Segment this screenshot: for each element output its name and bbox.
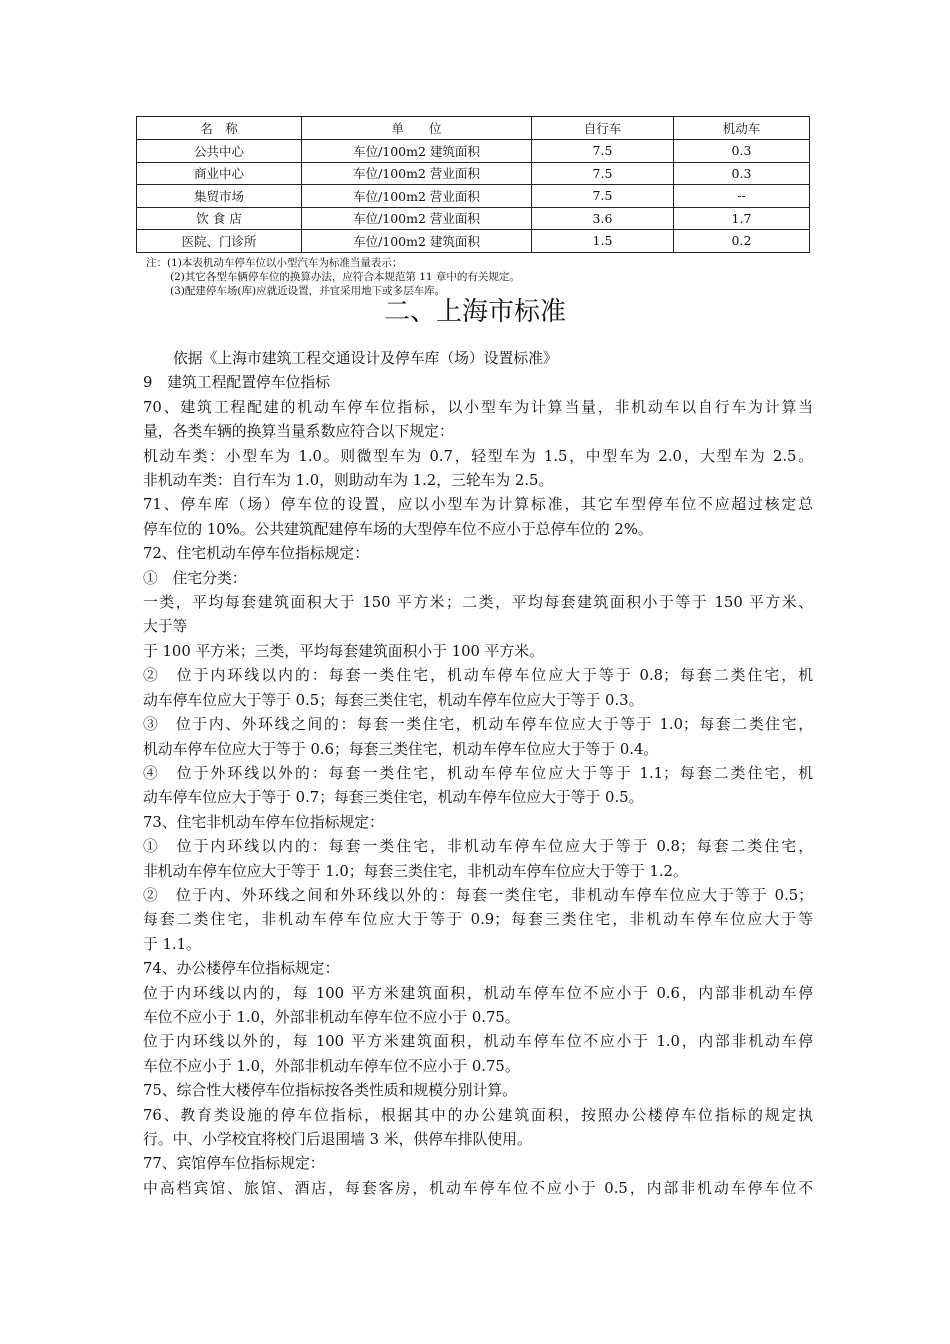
paragraph-line: 72、住宅机动车停车位指标规定： — [143, 545, 369, 563]
parking-standard-table — [136, 116, 810, 253]
paragraph-line: ② 位于内环线以内的：每套一类住宅，机动车停车位应大于等于 0.8；每套二类住宅，机 — [143, 667, 813, 685]
cell-bicycle: 7.5 — [532, 162, 674, 185]
table-row — [137, 207, 810, 230]
header-unit: 单 位 — [302, 117, 532, 140]
paragraph-line: 于 100 平方米；三类，平均每套建筑面积小于 100 平方米。 — [143, 642, 544, 660]
paragraph-line: 动车停车位应大于等于 0.7；每套三类住宅，机动车停车位应大于等于 0.5。 — [143, 789, 644, 807]
paragraph-line: ① 住宅分类： — [143, 569, 247, 587]
paragraph-line: 9 建筑工程配置停车位指标 — [143, 374, 330, 392]
paragraph-line: 机动车停车位应大于等于 0.6；每套三类住宅，机动车停车位应大于等于 0.4。 — [143, 740, 659, 758]
cell-bicycle: 7.5 — [532, 185, 674, 208]
table-row — [137, 230, 810, 253]
paragraph-line: ② 位于内、外环线之间和外环线以外的：每套一类住宅，非机动车停车位应大于等于 0.5； — [143, 886, 813, 904]
paragraph-line: ③ 位于内、外环线之间的：每套一类住宅，机动车停车位应大于等于 1.0；每套二类住宅， — [143, 716, 813, 734]
cell-unit: 车位/100m2 建筑面积 — [302, 230, 532, 253]
paragraph-line: 停车位的 10%。公共建筑配建停车场的大型停车位不应小于总停车位的 2%。 — [143, 520, 653, 538]
paragraph-line: 位于内环线以内的，每 100 平方米建筑面积，机动车停车位不应小于 0.6，内部非机动车停 — [143, 984, 813, 1002]
paragraph-line: 依据《上海市建筑工程交通设计及停车库（场）设置标准》 — [173, 350, 558, 367]
document-body — [143, 347, 813, 1201]
cell-motor-vehicle: 0.3 — [674, 140, 810, 163]
cell-unit: 车位/100m2 营业面积 — [302, 162, 532, 185]
paragraph-line: 71、停车库（场）停车位的设置，应以小型车为计算标准，其它车型停车位不应超过核定总 — [143, 496, 813, 514]
cell-name: 医院、门诊所 — [137, 230, 302, 253]
cell-name: 商业中心 — [137, 162, 302, 185]
cell-motor-vehicle: 1.7 — [674, 207, 810, 230]
paragraph-line: ④ 位于外环线以外的：每套一类住宅，机动车停车位应大于等于 1.1；每套二类住宅，机 — [143, 764, 813, 782]
paragraph-line: 73、住宅非机动车停车位指标规定： — [143, 813, 384, 831]
cell-unit: 车位/100m2 营业面积 — [302, 185, 532, 208]
paragraph-line: 大于等 — [143, 618, 188, 636]
cell-name: 集贸市场 — [137, 185, 302, 208]
paragraph-line: 位于内环线以外的，每 100 平方米建筑面积，机动车停车位不应小于 1.0，内部非机动车停 — [143, 1033, 813, 1051]
paragraph-line: 于 1.1。 — [143, 935, 201, 953]
table-notes — [146, 256, 766, 298]
note-line: (3)配建停车场(库)应就近设置，并宜采用地下或多层车库。 — [170, 285, 446, 297]
paragraph-line: 非机动车停车位应大于等于 1.0；每套三类住宅，非机动车停车位应大于等于 1.2。 — [143, 862, 688, 880]
table-row — [137, 140, 810, 163]
paragraph-line: 非机动车类：自行车为 1.0，则助动车为 1.2，三轮车为 2.5。 — [143, 472, 554, 490]
paragraph-line: 动车停车位应大于等于 0.5；每套三类住宅，机动车停车位应大于等于 0.3。 — [143, 691, 644, 709]
paragraph-line: 每套二类住宅，非机动车停车位应大于等于 0.9；每套三类住宅，非机动车停车位应大于等 — [143, 911, 813, 929]
paragraph-line: 车位不应小于 1.0，外部非机动车停车位不应小于 0.75。 — [143, 1008, 520, 1026]
cell-bicycle: 7.5 — [532, 140, 674, 163]
cell-motor-vehicle: 0.3 — [674, 162, 810, 185]
cell-motor-vehicle: 0.2 — [674, 230, 810, 253]
cell-name: 公共中心 — [137, 140, 302, 163]
paragraph-line: ① 位于内环线以内的：每套一类住宅，非机动车停车位应大于等于 0.8；每套二类住宅， — [143, 838, 813, 856]
cell-unit: 车位/100m2 建筑面积 — [302, 140, 532, 163]
cell-bicycle: 1.5 — [532, 230, 674, 253]
paragraph-line: 行。中、小学校宜将校门后退围墙 3 米，供停车排队使用。 — [143, 1131, 532, 1148]
table-header-row — [137, 117, 810, 140]
paragraph-line: 77、宾馆停车位指标规定： — [143, 1155, 325, 1173]
header-bicycle: 自行车 — [532, 117, 674, 140]
paragraph-line: 车位不应小于 1.0，外部非机动车停车位不应小于 0.75。 — [143, 1057, 520, 1075]
cell-motor-vehicle: -- — [674, 185, 810, 208]
paragraph-line: 一类，平均每套建筑面积大于 150 平方米；二类，平均每套建筑面积小于等于 150 平方米、 — [143, 594, 813, 612]
cell-unit: 车位/100m2 营业面积 — [302, 207, 532, 230]
cell-bicycle: 3.6 — [532, 207, 674, 230]
paragraph-line: 70、建筑工程配建的机动车停车位指标，以小型车为计算当量，非机动车以自行车为计算当 — [143, 398, 813, 416]
paragraph-line: 量，各类车辆的换算当量系数应符合以下规定： — [143, 423, 454, 441]
note-line: (2)其它各型车辆停车位的换算办法，应符合本规范第 11 章中的有关规定。 — [170, 271, 520, 283]
header-name: 名 称 — [137, 117, 302, 140]
note-line: 注：(1)本表机动车停车位以小型汽车为标准当量表示； — [146, 257, 403, 269]
paragraph-line: 中高档宾馆、旅馆、酒店，每套客房，机动车停车位不应小于 0.5，内部非机动车停车位不 — [143, 1179, 813, 1197]
cell-name: 饮 食 店 — [137, 207, 302, 230]
paragraph-line: 74、办公楼停车位指标规定： — [143, 960, 340, 978]
table-row — [137, 185, 810, 208]
header-motor-vehicle: 机动车 — [674, 117, 810, 140]
section-heading: 二、上海市标准 — [383, 297, 566, 327]
paragraph-line: 76、教育类设施的停车位指标，根据其中的办公建筑面积，按照办公楼停车位指标的规定执 — [143, 1106, 813, 1124]
paragraph-line: 机动车类：小型车为 1.0。则微型车为 0.7，轻型车为 1.5，中型车为 2.0，大型车为 2.5。 — [143, 447, 813, 465]
table-row — [137, 162, 810, 185]
paragraph-line: 75、综合性大楼停车位指标按各类性质和规模分别计算。 — [143, 1082, 517, 1100]
